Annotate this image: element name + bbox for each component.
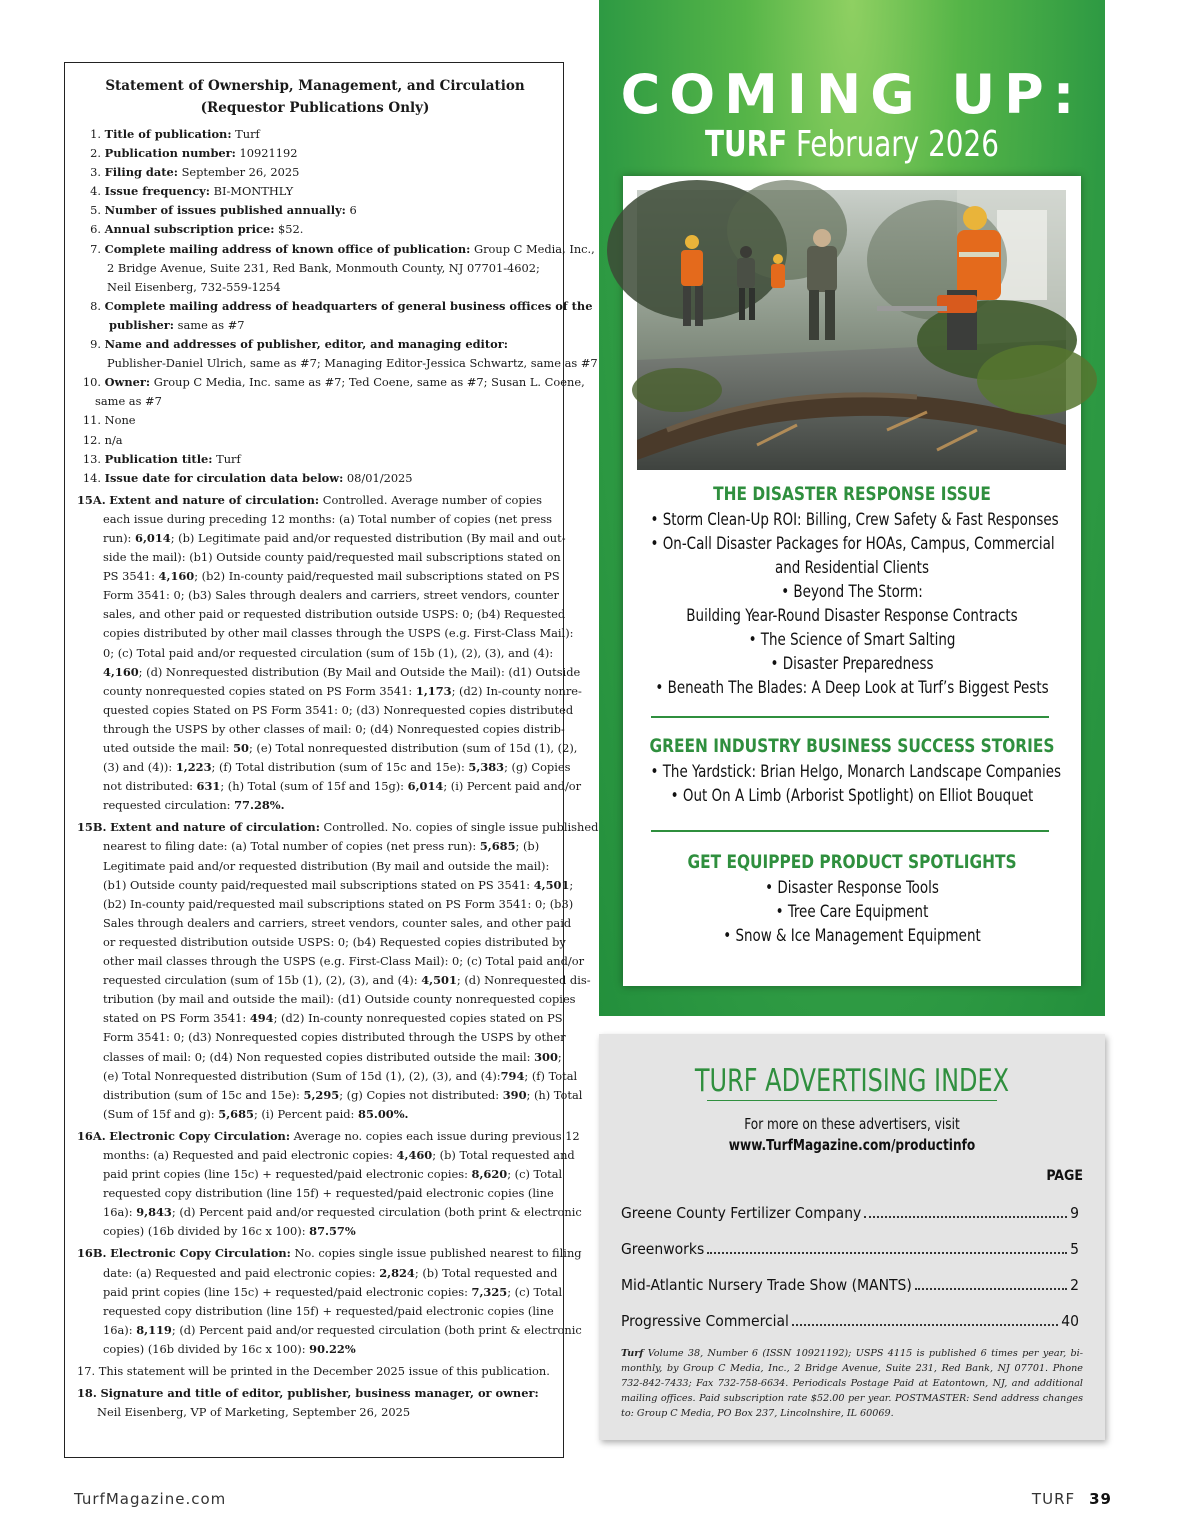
- item-label: Electronic Copy Circulation:: [110, 1246, 291, 1261]
- statement-line: [77, 411, 553, 430]
- item-value: Group C Media, Inc.,: [470, 241, 595, 256]
- statement-of-ownership: [64, 62, 599, 1458]
- statement-item: [77, 431, 553, 450]
- statement-line: 16A. Electronic Copy Circulation: Average no. copies each issue during previous 12: [77, 1128, 580, 1143]
- statement-line: [77, 182, 553, 201]
- statement-item: [77, 335, 598, 373]
- ad-index-url[interactable]: www.TurfMagazine.com/productinfo: [728, 1136, 976, 1154]
- item-number: 15A.: [77, 492, 106, 507]
- statement-line: other mail classes through the USPS (e.g. First-Class Mail): 0; (c) Total paid and/or: [103, 954, 585, 969]
- statement-line: 16a): 9,843; (d) Percent paid and/or requested circulation (both print & electronic: [103, 1205, 582, 1220]
- statement-item: [77, 125, 553, 144]
- item-number: 5.: [90, 203, 101, 218]
- statement-line: 16a): 8,119; (d) Percent paid and/or requested circulation (both print & electronic: [103, 1322, 582, 1337]
- leader-dots: [707, 1238, 1067, 1254]
- statement-item: [77, 491, 582, 816]
- item-number: 7.: [90, 241, 101, 256]
- item-number: 9.: [90, 337, 101, 352]
- leader-dots: [915, 1274, 1067, 1290]
- statement-line: date: (a) Requested and paid electronic copies: 2,824; (b) Total requested and: [103, 1265, 558, 1280]
- item-label: Complete mailing address of headquarters of general business offices of the: [104, 298, 593, 313]
- ad-row[interactable]: [621, 1202, 1079, 1224]
- item-number: 14.: [82, 470, 101, 485]
- statement-line: 17. This statement will be printed in the December 2025 issue of this publication.: [77, 1362, 553, 1381]
- statement-line: Legitimate paid and/or requested distribution (By mail and outside the mail):: [103, 858, 550, 873]
- statement-line: paid print copies (line 15c) + requested/paid electronic copies: 7,325; (c) Total: [103, 1284, 563, 1299]
- statement-line: Form 3541: 0; (d3) Nonrequested copies distributed through the USPS by other: [103, 1030, 566, 1045]
- advertiser-name: Greenworks: [621, 1240, 705, 1258]
- item-number: 8.: [90, 298, 101, 313]
- item-label: Publication number:: [104, 146, 236, 161]
- statement-line: [77, 297, 593, 316]
- statement-line: Neil Eisenberg, VP of Marketing, September 26, 2025: [97, 1405, 411, 1420]
- statement-title: [77, 75, 553, 119]
- statement-item: [77, 163, 553, 182]
- statement-line: 0; (c) Total paid and/or requested circulation (sum of 15b (1), (2), (3), and (4):: [103, 645, 554, 660]
- next-issue-date: February 2026: [787, 124, 999, 165]
- item-value: Group C Media, Inc. same as #7; Ted Coene, same as #7; Susan L. Coene,: [150, 375, 585, 390]
- item-number: 13.: [82, 451, 101, 466]
- statement-item: [77, 201, 553, 220]
- item-value: $52.: [274, 222, 304, 237]
- statement-title-line2: (Requestor Publications Only): [200, 100, 430, 116]
- statement-line: side the mail): (b1) Outside county paid/requested mail subscriptions stated on: [103, 550, 561, 565]
- item-value: n/a: [104, 432, 123, 447]
- statement-line: (e) Total Nonrequested distribution (Sum of 15d (1), (2), (3), and (4):794; (f) Total: [103, 1068, 578, 1083]
- statement-title-line1: Statement of Ownership, Management, and Circulation: [105, 78, 525, 94]
- statement-line: [77, 163, 553, 182]
- statement-line: sales, and other paid or requested distribution outside USPS: 0; (b4) Requested: [103, 607, 566, 622]
- advertiser-page: 5: [1070, 1240, 1079, 1258]
- advertiser-name: Mid-Atlantic Nursery Trade Show (MANTS): [621, 1276, 912, 1294]
- storm-cleanup-photo: [637, 190, 1066, 470]
- item-label: Title of publication:: [104, 127, 232, 141]
- statement-line: 4,160; (d) Nonrequested distribution (By Mail and Outside the Mail): (d1) Outside: [103, 664, 581, 679]
- advertiser-page: 2: [1070, 1276, 1079, 1294]
- footer-site[interactable]: TurfMagazine.com: [74, 1490, 227, 1508]
- masthead-brand: Turf: [621, 1348, 644, 1359]
- list-item: • The Yardstick: Brian Helgo, Monarch Landscape Companies: [650, 762, 1061, 782]
- item-label: Name and addresses of publisher, editor, and managing editor:: [104, 337, 508, 352]
- item-number: 3.: [90, 165, 101, 180]
- item-number: 10.: [82, 375, 101, 390]
- list-item: and Residential Clients: [775, 558, 929, 578]
- statement-line: [77, 335, 553, 354]
- statement-line: publisher: same as #7: [109, 317, 245, 332]
- statement-item: [77, 182, 553, 201]
- list-item: Building Year-Round Disaster Response Contracts: [686, 606, 1018, 626]
- statement-body: [77, 125, 599, 1422]
- statement-line: [77, 220, 553, 239]
- item-label: Number of issues published annually:: [104, 203, 346, 218]
- statement-line: months: (a) Requested and paid electronic copies: 4,460; (b) Total requested and: [103, 1147, 575, 1162]
- statement-line: requested copy distribution (line 15f) + requested/paid electronic copies (line: [103, 1186, 554, 1201]
- list-item: • Disaster Response Tools: [765, 878, 939, 898]
- list-item: • Beyond The Storm:: [781, 582, 923, 602]
- statement-line: PS 3541: 4,160; (b2) In-county paid/requested mail subscriptions stated on PS: [103, 569, 560, 584]
- item-label: Filing date:: [104, 165, 178, 180]
- statement-item: [77, 450, 553, 469]
- statement-line: not distributed: 631; (h) Total (sum of 15f and 15g): 6,014; (i) Percent paid and/or: [103, 779, 582, 794]
- statement-item: [77, 1384, 553, 1422]
- item-label: Signature and title of editor, publisher, business manager, or owner:: [100, 1386, 539, 1401]
- statement-line: run): 6,014; (b) Legitimate paid and/or requested distribution (By mail and out-: [103, 530, 566, 545]
- item-number: 16A.: [77, 1128, 106, 1143]
- item-number: 15B.: [77, 820, 107, 835]
- statement-line: (b1) Outside county paid/requested mail subscriptions stated on PS 3541: 4,501;: [103, 877, 574, 892]
- statement-line: [77, 144, 553, 163]
- masthead-text: Volume 38, Number 6 (ISSN 10921192); USPS 4115 is published 6 times per year, bi-monthly, by Group C Media, Inc., 2 Bridge Avenue, Suite 231, Red Bank, NJ 07701. Phone 732-842-7433; Fax 732-758-6634. Periodicals Postage Paid at Eatontown, NJ, and additional mailing offices. Paid subscription rate $52.00 per year. POSTMASTER: Send address changes to: Group C Media, PO Box 237, Lincolnshire, IL 60069.: [621, 1348, 1083, 1419]
- footer-folio: [1032, 1490, 1112, 1508]
- statement-line: copies) (16b divided by 16c x 100): 87.57%: [103, 1224, 356, 1239]
- leader-dots: [864, 1202, 1067, 1218]
- statement-item: [77, 144, 553, 163]
- statement-line: stated on PS Form 3541: 494; (d2) In-county nonrequested copies stated on PS: [103, 1011, 563, 1026]
- item-number: 16B.: [77, 1246, 107, 1261]
- section-divider: [651, 830, 1049, 832]
- statement-item: [77, 411, 553, 430]
- statement-line: classes of mail: 0; (d4) Non requested copies distributed outside the mail: 300;: [103, 1049, 562, 1064]
- item-label: Electronic Copy Circulation:: [109, 1128, 291, 1143]
- next-issue-title: [634, 124, 1069, 166]
- statement-line: 15B. Extent and nature of circulation: Controlled. No. copies of single issue published: [77, 820, 599, 835]
- statement-item: [77, 240, 595, 297]
- item-label: Publication title:: [104, 451, 213, 466]
- statement-item: [77, 469, 553, 488]
- statement-line: (3) and (4)): 1,223; (f) Total distribution (sum of 15c and 15e): 5,383; (g) Copies: [103, 760, 571, 775]
- item-number: 11.: [82, 413, 101, 428]
- item-label: Complete mailing address of known office of publication:: [104, 241, 471, 256]
- statement-line: Neil Eisenberg, 732-559-1254: [107, 279, 281, 294]
- statement-line: Sales through dealers and carriers, street vendors, counter sales, and other paid: [103, 915, 572, 930]
- ad-index-page-label: PAGE: [1046, 1168, 1083, 1184]
- item-label: Extent and nature of circulation:: [109, 492, 320, 507]
- list-item: • Beneath The Blades: A Deep Look at Turf’s Biggest Pests: [655, 678, 1049, 698]
- item-value: Turf: [212, 451, 241, 466]
- statement-line: Publisher-Daniel Ulrich, same as #7; Managing Editor-Jessica Schwartz, same as #7: [107, 356, 598, 371]
- statement-item: [77, 818, 599, 1124]
- statement-line: distribution (sum of 15c and 15e): 5,295; (g) Copies not distributed: 390; (h) Total: [103, 1087, 583, 1102]
- item-number: 18.: [77, 1386, 97, 1401]
- statement-line: copies distributed by other mail classes through the USPS (e.g. First-Class Mail):: [103, 626, 574, 641]
- section-divider: [651, 716, 1049, 718]
- item-number: 6.: [90, 222, 101, 237]
- section-disaster-list: [623, 508, 1081, 700]
- advertiser-name: Greene County Fertilizer Company: [621, 1204, 862, 1222]
- item-value: None: [104, 413, 136, 428]
- list-item: • Out On A Limb (Arborist Spotlight) on Elliot Bouquet: [670, 786, 1034, 806]
- statement-line: requested circulation: 77.28%.: [103, 798, 285, 813]
- ad-index-subtitle: For more on these advertisers, visit: [744, 1115, 960, 1133]
- item-number: 17.: [77, 1364, 96, 1378]
- statement-line: [77, 1384, 553, 1403]
- statement-item: [77, 1362, 553, 1381]
- item-value: Turf: [231, 127, 260, 141]
- statement-item: [77, 220, 553, 239]
- advertising-index: [599, 1034, 1105, 1440]
- statement-line: [77, 201, 553, 220]
- statement-line: each issue during preceding 12 months: (a) Total number of copies (net press: [103, 511, 553, 526]
- item-number: 2.: [90, 146, 101, 161]
- statement-line: 15A. Extent and nature of circulation: Controlled. Average number of copies: [77, 492, 542, 507]
- item-label: Annual subscription price:: [104, 222, 275, 237]
- footer-magazine: TURF: [1031, 1490, 1076, 1508]
- list-item: • Storm Clean-Up ROI: Billing, Crew Safety & Fast Responses: [650, 510, 1059, 530]
- footer-page-number: 39: [1089, 1490, 1112, 1508]
- statement-line: [77, 469, 553, 488]
- ad-row[interactable]: [621, 1274, 1079, 1296]
- item-label: Owner:: [104, 375, 151, 390]
- item-number: 1.: [90, 127, 101, 141]
- coming-up-card: [623, 176, 1081, 986]
- statement-line: 2 Bridge Avenue, Suite 231, Red Bank, Monmouth County, NJ 07701-4602;: [107, 260, 540, 275]
- coming-up-heading: COMING UP:: [620, 63, 1084, 126]
- statement-line: [77, 373, 585, 392]
- item-label: Extent and nature of circulation:: [110, 820, 320, 835]
- list-item: • The Science of Smart Salting: [748, 630, 956, 650]
- statement-item: [77, 297, 593, 335]
- list-item: • Snow & Ice Management Equipment: [723, 926, 981, 946]
- list-item: • Tree Care Equipment: [775, 902, 929, 922]
- statement-line: or requested distribution outside USPS: 0; (b4) Requested copies distributed by: [103, 934, 566, 949]
- item-value: September 26, 2025: [177, 165, 300, 180]
- statement-item: [77, 1127, 582, 1242]
- item-value: BI-MONTHLY: [209, 184, 294, 199]
- masthead-info: [621, 1346, 1083, 1421]
- item-value: 08/01/2025: [343, 470, 413, 485]
- statement-line: through the USPS by other classes of mail: 0; (d4) Nonrequested copies distrib-: [103, 721, 565, 736]
- ad-index-title-rule: [707, 1100, 997, 1101]
- advertiser-page: 40: [1061, 1312, 1079, 1330]
- statement-line: [77, 125, 553, 144]
- section-disaster-heading: THE DISASTER RESPONSE ISSUE: [713, 483, 991, 505]
- list-item: • On-Call Disaster Packages for HOAs, Campus, Commercial: [650, 534, 1055, 554]
- statement-line: [77, 450, 553, 469]
- statement-line: uted outside the mail: 50; (e) Total nonrequested distribution (sum of 15d (1), (2),: [103, 741, 578, 755]
- statement-line: requested circulation (sum of 15b (1), (2), (3), and (4): 4,501; (d) Nonrequested dis-: [103, 973, 591, 988]
- item-number: 12.: [82, 432, 101, 447]
- item-value: 6: [345, 203, 357, 218]
- item-value: 10921192: [235, 146, 298, 161]
- statement-line: same as #7: [95, 394, 162, 409]
- section-equipped-heading: GET EQUIPPED PRODUCT SPOTLIGHTS: [687, 851, 1017, 873]
- statement-line: [77, 431, 553, 450]
- list-item: • Disaster Preparedness: [770, 654, 934, 674]
- leader-dots: [792, 1310, 1058, 1326]
- ad-index-title: TURF ADVERTISING INDEX: [694, 1063, 1010, 1099]
- next-issue-brand: TURF: [705, 124, 788, 165]
- section-equipped-list: [623, 876, 1081, 948]
- statement-line: Form 3541: 0; (b3) Sales through dealers and carriers, street vendors, counter: [103, 588, 559, 603]
- section-success-list: [623, 760, 1081, 808]
- statement-line: [77, 240, 595, 259]
- statement-line: requested copy distribution (line 15f) + requested/paid electronic copies (line: [103, 1303, 554, 1318]
- item-label: Issue date for circulation data below:: [104, 470, 344, 485]
- statement-line: tribution (by mail and outside the mail): (d1) Outside county nonrequested copies: [103, 992, 576, 1007]
- statement-line: copies) (16b divided by 16c x 100): 90.22%: [103, 1341, 356, 1356]
- item-number: 4.: [90, 184, 101, 199]
- statement-line: quested copies Stated on PS Form 3541: 0; (d3) Nonrequested copies distributed: [103, 702, 574, 717]
- coming-up-panel: [599, 0, 1105, 1016]
- statement-item: [77, 373, 585, 411]
- ad-row[interactable]: [621, 1238, 1079, 1260]
- statement-line: (Sum of 15f and g): 5,685; (i) Percent paid: 85.00%.: [103, 1106, 409, 1121]
- section-success-heading: GREEN INDUSTRY BUSINESS SUCCESS STORIES: [649, 735, 1055, 757]
- advertiser-page: 9: [1070, 1204, 1079, 1222]
- statement-line: nearest to filing date: (a) Total number of copies (net press run): 5,685; (b): [103, 839, 540, 854]
- statement-line: 16B. Electronic Copy Circulation: No. copies single issue published nearest to filing: [77, 1246, 582, 1261]
- statement-line: paid print copies (line 15c) + requested/paid electronic copies: 8,620; (c) Total: [103, 1167, 563, 1182]
- statement-item: [77, 1244, 582, 1359]
- storm-cleanup-photo-illustration: [637, 190, 1066, 470]
- ad-row[interactable]: [621, 1310, 1079, 1332]
- advertiser-name: Progressive Commercial: [621, 1312, 789, 1330]
- statement-line: (b2) In-county paid/requested mail subscriptions stated on PS Form 3541: 0; (b3): [103, 896, 574, 911]
- statement-line: county nonrequested copies stated on PS Form 3541: 1,173; (d2) In-county nonre-: [103, 683, 582, 698]
- item-label: Issue frequency:: [104, 184, 210, 199]
